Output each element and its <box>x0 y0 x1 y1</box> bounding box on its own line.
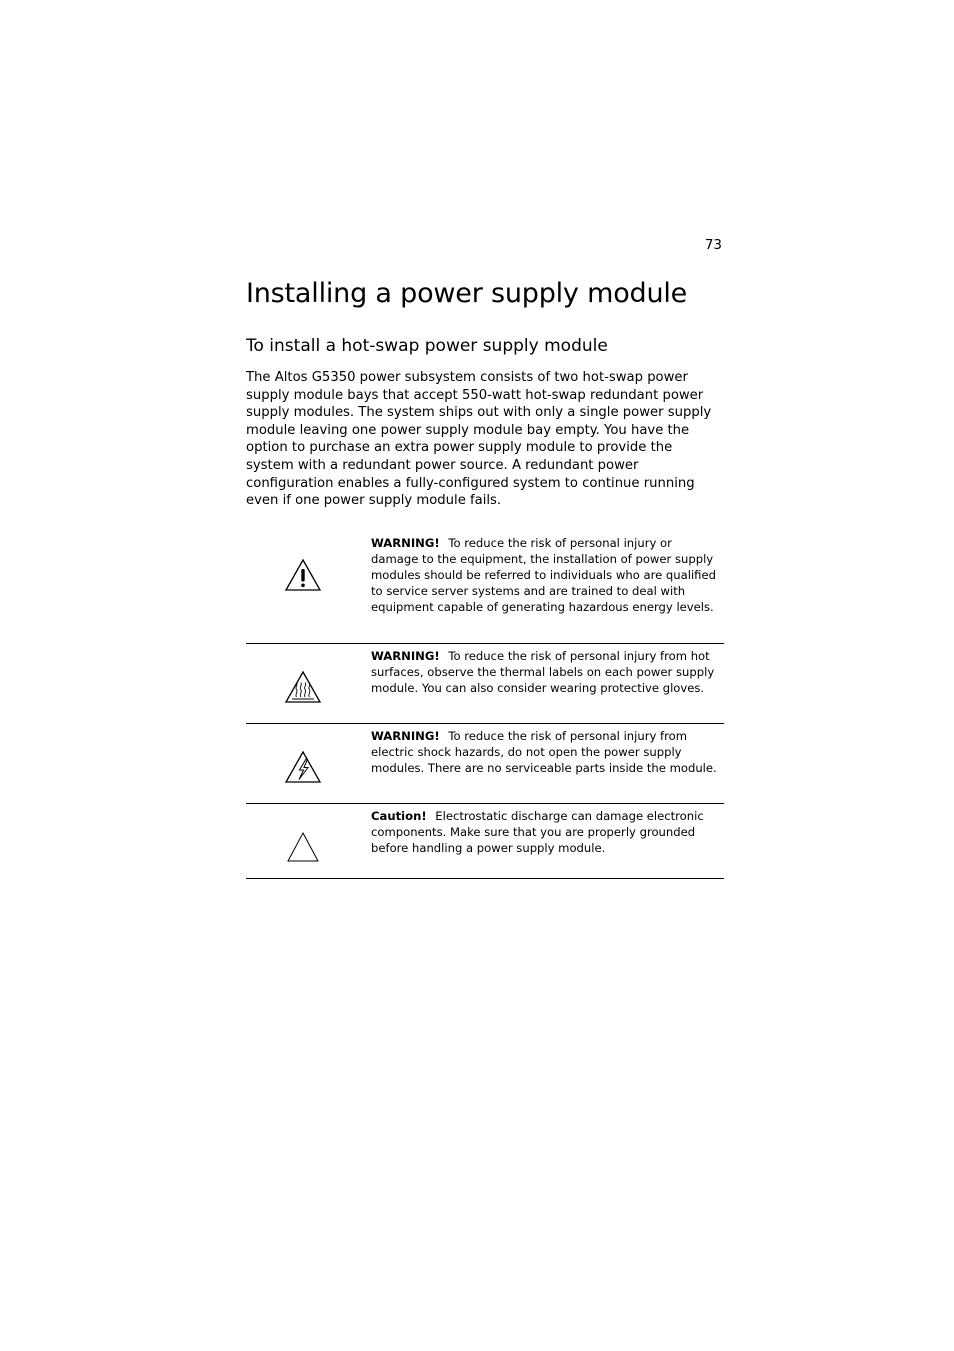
notice-row <box>246 723 724 803</box>
notice-body: To reduce the risk of personal injury from hot surfaces, observe the thermal labels on each power supply module. You can also consider wearing protective gloves. <box>371 649 715 696</box>
notice-row <box>246 532 724 643</box>
section-heading: To install a hot-swap power supply module <box>246 336 608 356</box>
notice-text <box>371 804 720 865</box>
page-number: 73 <box>704 237 722 253</box>
notice-text <box>371 644 720 705</box>
notice-row <box>246 803 724 878</box>
hot-surface-warning-icon <box>284 670 322 704</box>
intro-paragraph: The Altos G5350 power subsystem consists of two hot-swap power supply module bays that accept 550-watt hot-swap redundant power supply modules. The system ships out with only a single power supply module leaving one power supply module bay empty. You have the option to purchase an extra power supply module to provide the system with a redundant power source. A redundant power configuration enables a fully-configured system to continue running even if one power supply module fails. <box>246 370 712 509</box>
notice-label: WARNING! <box>371 729 440 743</box>
notice-text <box>371 724 720 785</box>
page-title: Installing a power supply module <box>246 278 688 309</box>
electric-shock-warning-icon <box>284 750 322 784</box>
notice-body: To reduce the risk of personal injury or damage to the equipment, the installation of power supply modules should be referred to individuals who are qualified to service server systems and are trained to deal with equipment capable of generating hazardous energy levels. <box>371 536 716 615</box>
notice-label: WARNING! <box>371 649 440 663</box>
exclamation-warning-icon <box>284 558 322 592</box>
notice-row <box>246 643 724 723</box>
notice-body: To reduce the risk of personal injury from electric shock hazards, do not open the power supply modules. There are no serviceable parts inside the module. <box>371 729 717 776</box>
notice-label: WARNING! <box>371 536 440 550</box>
notice-table <box>246 532 724 879</box>
notice-text <box>371 532 720 624</box>
notice-label: Caution! <box>371 809 427 823</box>
caution-triangle-icon <box>284 830 322 864</box>
notice-body: Electrostatic discharge can damage electronic components. Make sure that you are properly grounded before handling a power supply module. <box>371 809 704 856</box>
